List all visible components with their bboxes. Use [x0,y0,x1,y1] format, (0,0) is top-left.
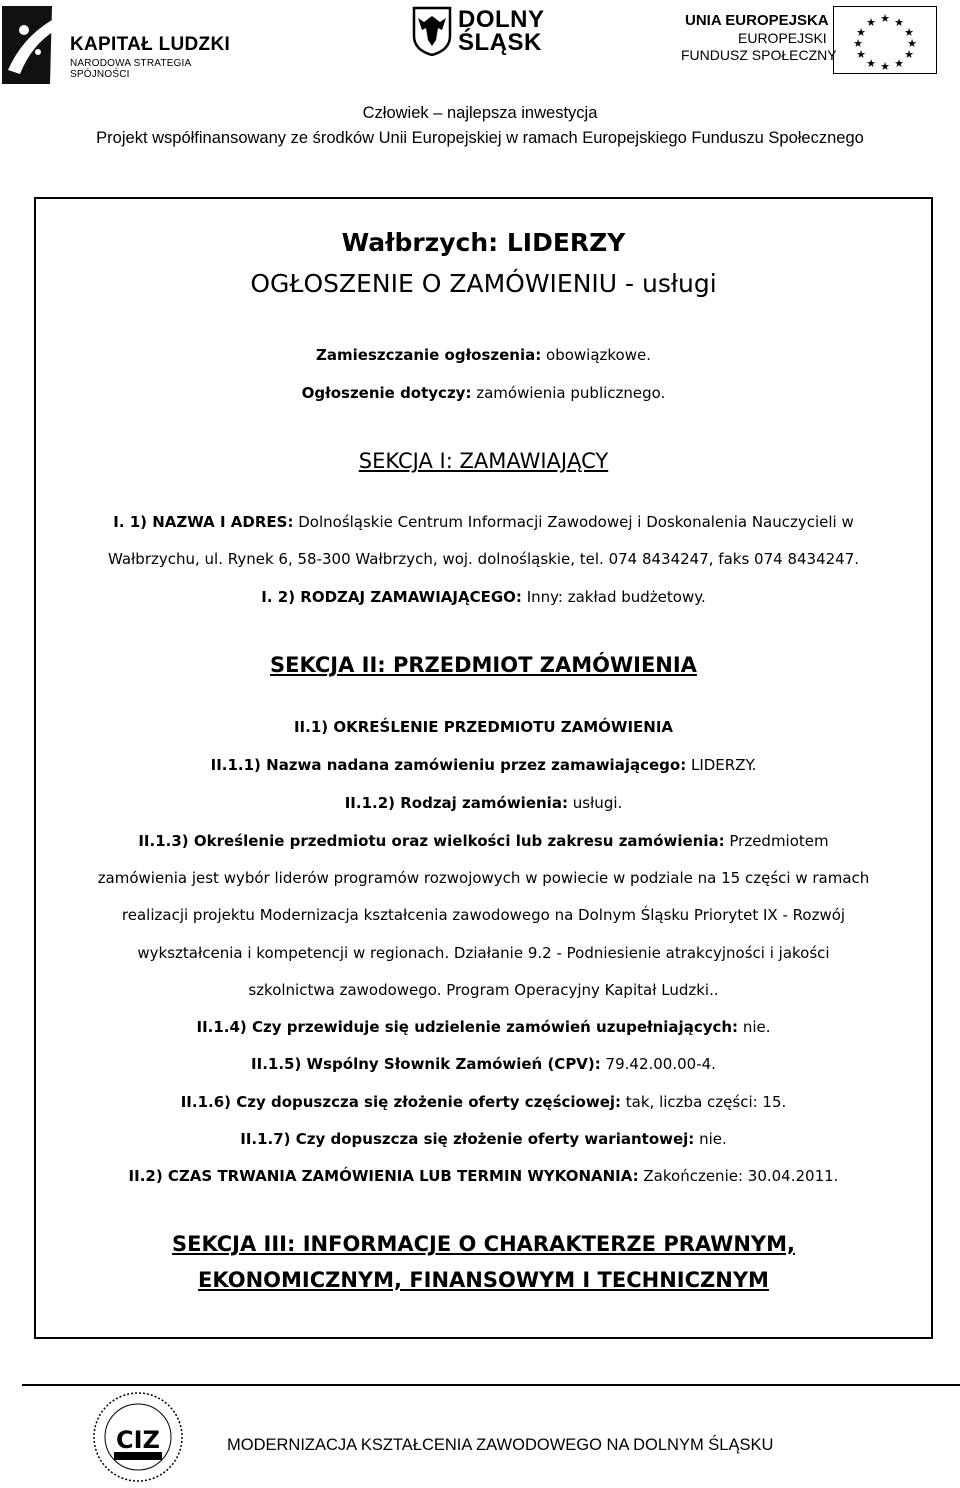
item-ii13-line4: wykształcenia i kompetencji w regionach. Działanie 9.2 - Podniesienie atrakcyjności i jakości [137,944,830,962]
item-ii2-value: Zakończenie: 30.04.2011. [638,1167,839,1185]
contracting-type-label: I. 2) RODZAJ ZAMAWIAJĄCEGO: [261,588,522,606]
svg-text:★: ★ [880,12,890,25]
header-slogan: Człowiek – najlepsza inwestycja [362,104,598,122]
contracting-type-value: Inny: zakład budżetowy. [521,588,706,606]
eu-logo [675,6,957,76]
svg-text:★: ★ [904,48,914,61]
eu-flag-icon [833,6,937,74]
item-ii15 [36,1055,931,1073]
page-title: Wałbrzych: LIDERZY [341,228,626,257]
item-ii15-label: II.1.5) Wspólny Słownik Zamówień (CPV): [251,1055,601,1073]
item-ii2-label: II.2) CZAS TRWANIA ZAMÓWIENIA LUB TERMIN WYKONANIA: [128,1167,639,1185]
item-ii17-label: II.1.7) Czy dopuszcza się złożenie oferty wariantowej: [240,1130,695,1148]
name-address-line [36,513,931,531]
concerns-line [36,384,931,402]
section3-heading-line2: EKONOMICZNYM, FINANSOWYM I TECHNICZNYM [198,1268,769,1292]
eu-logo-line3: FUNDUSZ SPOŁECZNY [681,47,837,63]
svg-text:★: ★ [856,48,866,61]
item-ii17 [36,1130,931,1148]
concerns-value: zamówienia publicznego. [471,384,666,402]
item-ii17-value: nie. [694,1130,727,1148]
svg-text:★: ★ [866,16,876,29]
item-ii14-value: nie. [738,1018,771,1036]
address-line2: Wałbrzychu, ul. Rynek 6, 58-300 Wałbrzych, woj. dolnośląskie, tel. 074 8434247, faks 074 8434247. [107,550,860,568]
page-subtitle: OGŁOSZENIE O ZAMÓWIENIU - usługi [250,269,717,298]
eagle-shield-icon [412,6,452,56]
kapital-ludzki-title: KAPITAŁ LUDZKI [70,34,231,55]
item-ii13 [36,832,931,850]
kapital-ludzki-logo [0,0,240,90]
kapital-ludzki-emblem-icon [0,0,66,90]
item-ii2 [36,1167,931,1185]
concerns-label: Ogłoszenie dotyczy: [301,384,472,402]
item-ii13-label: II.1.3) Określenie przedmiotu oraz wielkości lub zakresu zamówienia: [138,832,725,850]
posting-label: Zamieszczanie ogłoszenia: [316,346,542,364]
footer-divider [22,1384,960,1386]
item-ii11-label: II.1.1) Nazwa nadana zamówieniu przez zamawiającego: [210,756,687,774]
svg-text:★: ★ [853,37,863,50]
item-ii15-value: 79.42.00.00-4. [600,1055,716,1073]
header-cofinanced: Projekt współfinansowany ze środków Unii Europejskiej w ramach Europejskiego Funduszu Społecznego [96,129,864,147]
name-address-value: Dolnośląskie Centrum Informacji Zawodowej i Doskonalenia Nauczycieli w [293,513,854,531]
svg-text:★: ★ [904,26,914,39]
item-ii12-label: II.1.2) Rodzaj zamówienia: [344,794,568,812]
svg-text:★: ★ [907,37,917,50]
contracting-type-line [36,588,931,606]
item-ii11-value: LIDERZY. [686,756,757,774]
posting-line [36,346,931,364]
svg-text:★: ★ [856,26,866,39]
svg-text:★: ★ [866,57,876,70]
item-ii13-line3: realizacji projektu Modernizacja kształcenia zawodowego na Dolnym Śląsku Priorytet IX - Rozwój [121,906,846,924]
ciz-logo [92,1390,184,1484]
name-address-label: I. 1) NAZWA I ADRES: [113,513,294,531]
item-ii12 [36,794,931,812]
item-ii12-value: usługi. [567,794,623,812]
svg-text:★: ★ [894,57,904,70]
section3-heading-line1: SEKCJA III: INFORMACJE O CHARAKTERZE PRAWNYM, [171,1232,796,1256]
item-ii13-line2: zamówienia jest wybór liderów programów rozwojowych w powiecie w podziale na 15 części w ramach [97,869,870,887]
kapital-ludzki-subtitle: NARODOWA STRATEGIA SPÓJNOŚCI [70,58,191,80]
item-ii14-label: II.1.4) Czy przewiduje się udzielenie zamówień uzupełniających: [196,1018,739,1036]
item-ii16-value: tak, liczba części: 15. [621,1093,787,1111]
ciz-logo-text: CIZ [116,1426,160,1454]
svg-text:★: ★ [880,60,890,73]
section2-heading: SEKCJA II: PRZEDMIOT ZAMÓWIENIA [270,653,697,677]
subsection-ii1: II.1) OKREŚLENIE PRZEDMIOTU ZAMÓWIENIA [293,718,674,736]
item-ii14 [36,1018,931,1036]
item-ii13-line5: szkolnictwa zawodowego. Program Operacyjny Kapitał Ludzki.. [248,981,719,999]
svg-text:★: ★ [894,16,904,29]
dolny-slask-logo [410,4,570,64]
dolny-slask-line1: DOLNY [458,6,545,33]
item-ii16 [36,1093,931,1111]
footer-text: MODERNIZACJA KSZTAŁCENIA ZAWODOWEGO NA DOLNYM ŚLĄSKU [227,1436,774,1454]
posting-value: obowiązkowe. [541,346,651,364]
eu-logo-line2: EUROPEJSKI [738,30,827,46]
dolny-slask-line2: ŚLĄSK [458,29,542,56]
item-ii13-value: Przedmiotem [724,832,829,850]
eu-logo-line1: UNIA EUROPEJSKA [685,12,829,29]
section1-heading: SEKCJA I: ZAMAWIAJĄCY [358,449,609,473]
item-ii16-label: II.1.6) Czy dopuszcza się złożenie oferty częściowej: [180,1093,622,1111]
item-ii11 [36,756,931,774]
